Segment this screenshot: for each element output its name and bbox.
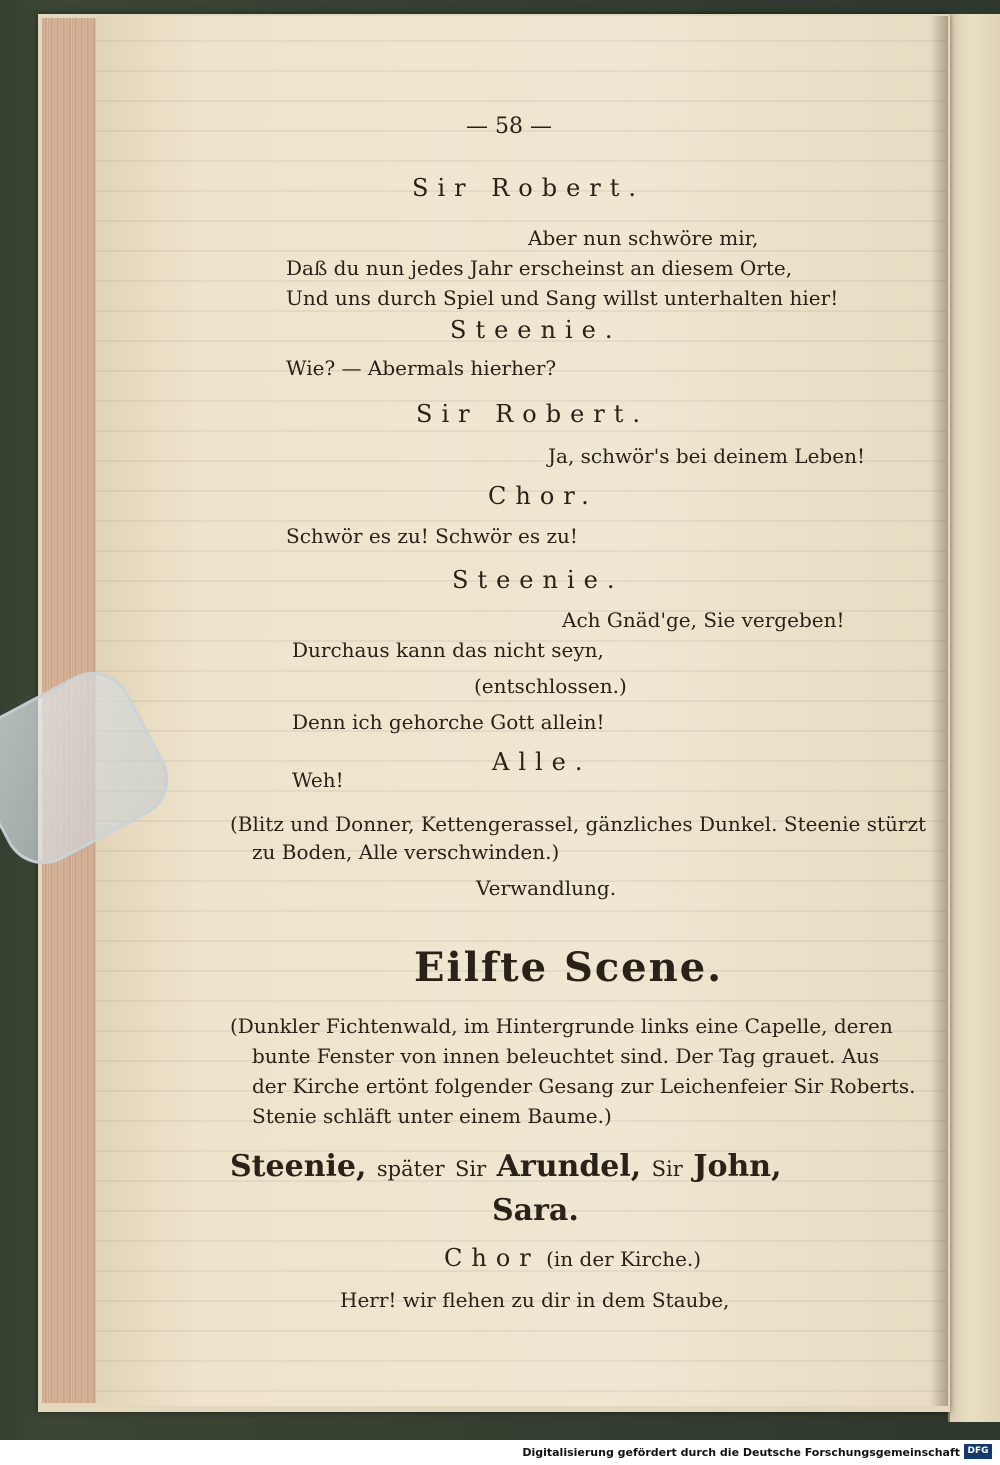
verse-line: Ach Gnäd'ge, Sie vergeben!	[562, 608, 845, 632]
stage-direction: (Blitz und Donner, Kettengerassel, gänzliches Dunkel. Steenie stürzt	[230, 812, 927, 836]
stage-direction: Stenie schläft unter einem Baume.)	[252, 1104, 612, 1128]
verse-line: Herr! wir flehen zu dir in dem Staube,	[340, 1288, 730, 1312]
verse-line: Daß du nun jedes Jahr erscheinst an diesem Orte,	[286, 256, 793, 280]
speaker-alle: Alle.	[492, 748, 592, 776]
stage-direction: zu Boden, Alle verschwinden.)	[252, 840, 560, 864]
verse-line: Durchaus kann das nicht seyn,	[292, 638, 604, 662]
transition-label: Verwandlung.	[476, 876, 617, 900]
stage-direction: (Dunkler Fichtenwald, im Hintergrunde links eine Capelle, deren	[230, 1014, 893, 1038]
cast-spaeter: später	[376, 1157, 445, 1181]
speaker-sir-robert-2: Sir Robert.	[416, 400, 650, 428]
verse-line: Schwör es zu! Schwör es zu!	[286, 524, 578, 548]
scene-title: Eilfte Scene.	[414, 944, 724, 991]
cast-sir: Sir	[455, 1157, 487, 1181]
verse-line: Aber nun schwöre mir,	[528, 226, 759, 250]
cast-sir: Sir	[651, 1157, 683, 1181]
stage-direction: der Kirche ertönt folgender Gesang zur Leichenfeier Sir Roberts.	[252, 1074, 916, 1098]
cast-sara: Sara.	[492, 1193, 579, 1228]
speaker-sir-robert-1: Sir Robert.	[412, 174, 646, 202]
verse-line: Weh!	[292, 768, 344, 792]
page-number: — 58 —	[466, 114, 552, 139]
speaker-chor: Chor.	[488, 482, 598, 510]
stage-direction: bunte Fenster von innen beleuchtet sind. Der Tag grauet. Aus	[252, 1044, 880, 1068]
stage-direction: (entschlossen.)	[474, 674, 627, 698]
dfg-logo: DFG	[964, 1444, 992, 1459]
stage-direction: (in der Kirche.)	[546, 1247, 702, 1271]
facing-page-edge	[948, 14, 1000, 1422]
speaker-chor-2: Chor	[444, 1244, 540, 1272]
verse-line: Ja, schwör's bei deinem Leben!	[548, 444, 865, 468]
cast-steenie: Steenie,	[230, 1149, 367, 1184]
verse-line: Und uns durch Spiel und Sang willst unterhalten hier!	[286, 286, 839, 310]
verse-line: Denn ich gehorche Gott allein!	[292, 710, 605, 734]
cast-arundel: Arundel,	[496, 1149, 642, 1184]
book-page	[96, 16, 946, 1406]
chor-line	[444, 1246, 701, 1270]
speaker-steenie-2: Steenie.	[452, 566, 624, 594]
speaker-steenie-1: Steenie.	[450, 316, 622, 344]
footer-credit: Digitalisierung gefördert durch die Deutsche Forschungsgemeinschaft	[522, 1446, 960, 1459]
verse-line: Wie? — Abermals hierher?	[286, 356, 557, 380]
cast-john: John,	[693, 1149, 782, 1184]
cast-list-line	[230, 1149, 782, 1184]
gutter-shadow	[930, 16, 948, 1406]
